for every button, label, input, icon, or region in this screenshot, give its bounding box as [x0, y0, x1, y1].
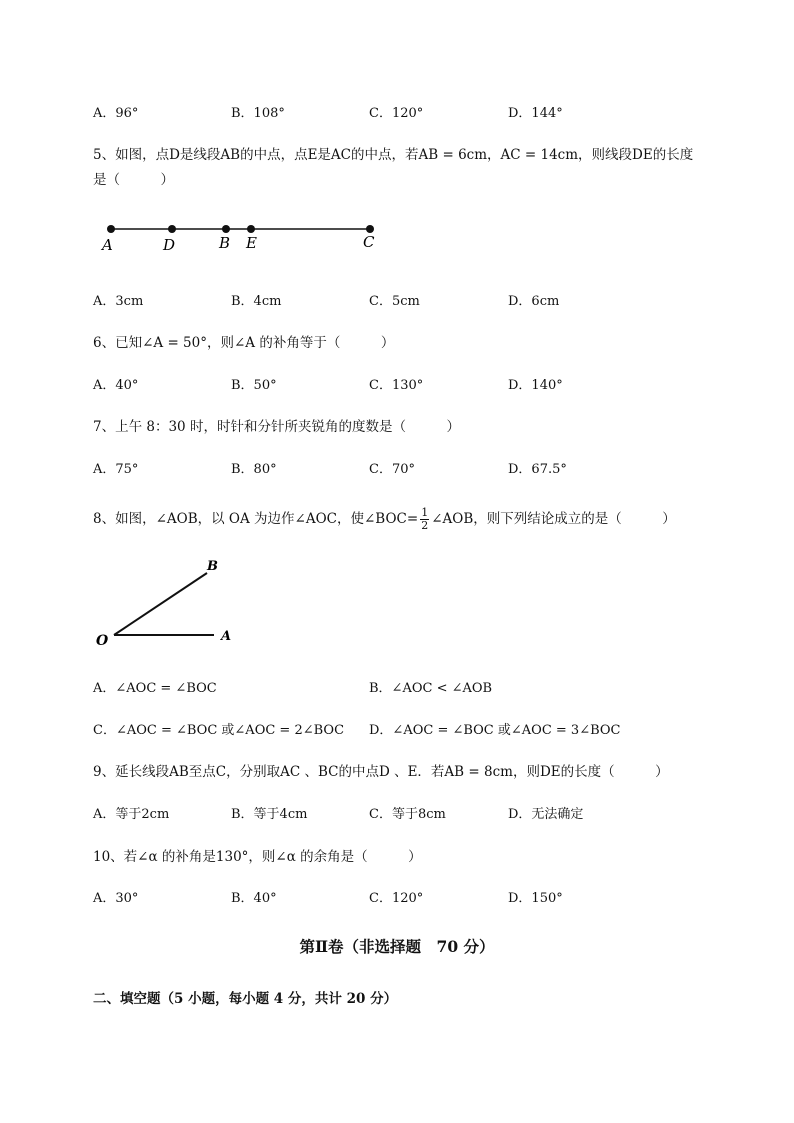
q5-option-a: A．3cm [93, 294, 144, 309]
q10-option-a: A．30° [93, 891, 139, 906]
q5-question-text: 5、如图，点D是线段AB的中点，点E是AC的中点，若AB = 6cm，AC = 14cm，则线段DE的长度 [93, 147, 694, 163]
fraction-numerator: 1 [421, 506, 429, 519]
point-d-label: D [163, 236, 176, 254]
q4-option-b: B．108° [231, 106, 285, 121]
q10-question-text: 10、若∠α 的补角是130°，则∠α 的余角是（ ） [93, 849, 422, 865]
q8-text-after: ∠AOB，则下列结论成立的是（ ） [431, 511, 676, 527]
q5-question-text-cont: 是（ ） [93, 172, 174, 188]
q6-question-text: 6、已知∠A = 50°，则∠A 的补角等于（ ） [93, 335, 395, 351]
ray-ob-line [114, 573, 207, 635]
q7-option-a: A．75° [93, 462, 139, 477]
q7-option-d: D．67.5° [508, 462, 567, 477]
q4-option-c: C．120° [369, 106, 424, 121]
point-a-label: A [102, 236, 113, 254]
q6-option-b: B．50° [231, 378, 277, 393]
section-2-heading: 二、填空题（5 小题，每小题 4 分，共计 20 分） [93, 991, 398, 1007]
q9-option-d: D．无法确定 [508, 807, 584, 822]
q5-option-c: C．5cm [369, 294, 420, 309]
q5-option-d: D．6cm [508, 294, 560, 309]
q8-angle-figure [92, 553, 242, 653]
q10-option-d: D．150° [508, 891, 563, 906]
point-b-dot [222, 225, 230, 233]
point-b-label: B [207, 559, 218, 574]
q9-option-b: B．等于4cm [231, 807, 308, 822]
point-d-dot [168, 225, 176, 233]
q9-option-c: C．等于8cm [369, 807, 446, 822]
q7-option-b: B．80° [231, 462, 277, 477]
q6-option-a: A．40° [93, 378, 139, 393]
point-o-label: O [96, 633, 109, 649]
q9-option-a: A．等于2cm [93, 807, 170, 822]
point-a-dot [107, 225, 115, 233]
q10-option-b: B．40° [231, 891, 277, 906]
q8-option-c: C．∠AOC = ∠BOC 或∠AOC = 2∠BOC [93, 723, 345, 738]
q8-option-d: D．∠AOC = ∠BOC 或∠AOC = 3∠BOC [369, 723, 621, 738]
fraction-denominator: 2 [421, 519, 429, 532]
q7-option-c: C．70° [369, 462, 415, 477]
point-a-label: A [221, 629, 232, 644]
q8-text-before: 8、如图，∠AOB，以 OA 为边作∠AOC，使∠BOC= [93, 511, 419, 527]
q9-question-text: 9、延长线段AB至点C，分别取AC 、BC的中点D 、E．若AB = 8cm，则DE的长度（ ） [93, 764, 669, 780]
point-c-label: C [363, 233, 375, 251]
point-e-label: E [246, 234, 257, 252]
q4-option-a: A．96° [93, 106, 139, 121]
q6-option-c: C．130° [369, 378, 424, 393]
point-b-label: B [219, 234, 231, 252]
q8-question-text [93, 507, 676, 532]
q6-option-d: D．140° [508, 378, 563, 393]
q4-option-d: D．144° [508, 106, 563, 121]
q7-question-text: 7、上午 8：30 时，时针和分针所夹锐角的度数是（ ） [93, 419, 460, 435]
point-e-dot [247, 225, 255, 233]
q5-segment-figure [95, 215, 395, 260]
q10-option-c: C．120° [369, 891, 424, 906]
q5-option-b: B．4cm [231, 294, 282, 309]
one-half-fraction [420, 507, 429, 532]
q8-option-b: B．∠AOC < ∠AOB [369, 681, 493, 696]
q8-option-a: A．∠AOC = ∠BOC [93, 681, 217, 696]
part-2-title: 第Ⅱ卷（非选择题 70 分） [299, 937, 495, 956]
point-c-dot [366, 225, 374, 233]
